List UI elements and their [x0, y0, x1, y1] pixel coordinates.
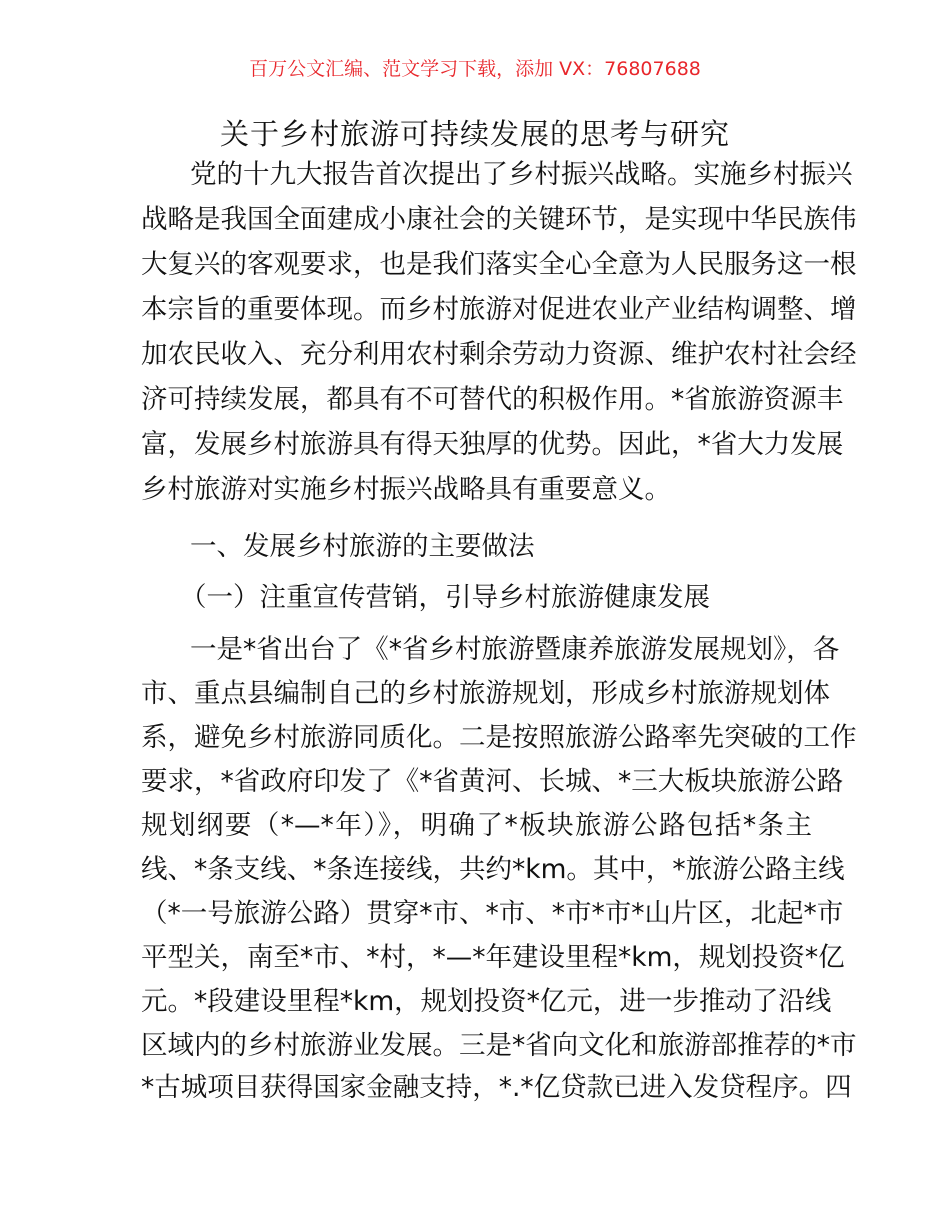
paragraph-line: 要求，*省政府印发了《*省黄河、长城、*三大板块旅游公路: [141, 766, 844, 797]
paragraph-line: 大复兴的客观要求，也是我们落实全心全意为人民服务这一根: [141, 249, 857, 280]
subsection-heading: （一）注重宣传营销，引导乡村旅游健康发展: [180, 582, 710, 613]
watermark-header: 百万公文汇编、范文学习下载，添加 VX：76807688: [249, 58, 701, 80]
paragraph-line: 平型关，南至*市、*村，*—*年建设里程*km，规划投资*亿: [141, 942, 845, 973]
paragraph-line: 本宗旨的重要体现。而乡村旅游对促进农业产业结构调整、增: [141, 294, 857, 325]
paragraph-line: 规划纲要（*—*年）》，明确了*板块旅游公路包括*条主: [141, 810, 812, 841]
paragraph-line: 战略是我国全面建成小康社会的关键环节，是实现中华民族伟: [141, 204, 857, 235]
paragraph-line: 富，发展乡村旅游具有得天独厚的优势。因此，*省大力发展: [141, 429, 844, 460]
paragraph-line: 一是*省出台了《*省乡村旅游暨康养旅游发展规划》，各: [190, 634, 840, 665]
paragraph-line: 加农民收入、充分利用农村剩余劳动力资源、维护农村社会经: [141, 339, 857, 370]
document-title: 关于乡村旅游可持续发展的思考与研究: [219, 117, 730, 151]
paragraph-line: 线、*条支线、*条连接线，共约*km。其中，*旅游公路主线: [141, 854, 845, 885]
paragraph-line: 元。*段建设里程*km，规划投资*亿元，进一步推动了沿线: [141, 986, 832, 1017]
section-heading: 一、发展乡村旅游的主要做法: [190, 531, 535, 562]
paragraph-line: （*一号旅游公路）贯穿*市、*市、*市*市*山片区，北起*市: [141, 898, 844, 929]
paragraph-line: 济可持续发展，都具有不可替代的积极作用。*省旅游资源丰: [141, 384, 844, 415]
paragraph-line: 区域内的乡村旅游业发展。三是*省向文化和旅游部推荐的*市: [141, 1030, 857, 1061]
paragraph-line: 党的十九大报告首次提出了乡村振兴战略。实施乡村振兴: [190, 159, 853, 190]
paragraph-line: 系，避免乡村旅游同质化。二是按照旅游公路率先突破的工作: [141, 722, 857, 753]
paragraph-line: 乡村旅游对实施乡村振兴战略具有重要意义。: [141, 474, 671, 505]
paragraph-line: 市、重点县编制自己的乡村旅游规划，形成乡村旅游规划体: [141, 678, 830, 709]
paragraph-line: *古城项目获得国家金融支持，*.*亿贷款已进入发贷程序。四: [141, 1072, 852, 1103]
